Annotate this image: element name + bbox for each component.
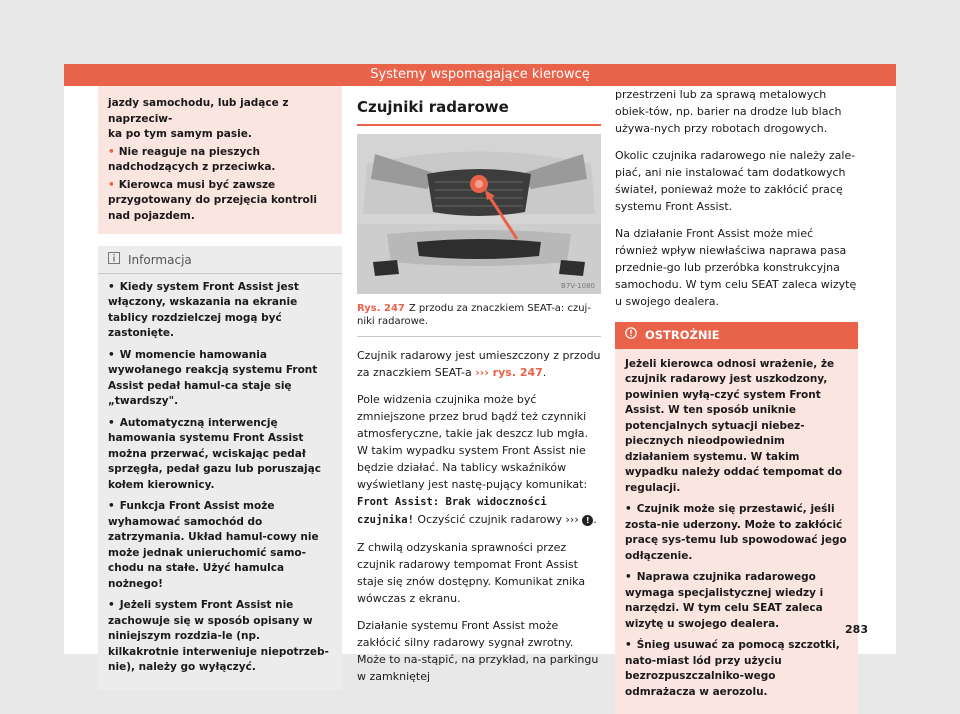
info-box-header	[98, 246, 342, 274]
warning-line: ka po tym samym pasie.	[108, 127, 332, 143]
body-text	[615, 86, 858, 310]
warning-bullet: • Kierowca musi być zawsze przygotowany do przejęcia kontroli nad pojazdem.	[108, 178, 332, 225]
section-title: Czujniki radarowe	[357, 98, 601, 126]
figure-code: B7V-1080	[561, 282, 595, 290]
car-front-figure	[357, 134, 601, 294]
info-item: • W momencie hamowania wywołanego reakcją systemu Front Assist pedał hamul-ca staje się „twardszy".	[108, 348, 332, 410]
column-right	[615, 86, 858, 714]
caution-box	[615, 322, 858, 714]
page-header: Systemy wspomagające kierowcę	[64, 64, 896, 86]
column-middle	[357, 86, 601, 685]
page-number: 283	[845, 623, 868, 636]
paragraph: Działanie systemu Front Assist może zakłócić silny radarowy sygnał zwrotny. Może to na-stąpić, na przykład, na parkingu w zamkniętej	[357, 617, 601, 685]
caution-paragraph: Jeżeli kierowca odnosi wrażenie, że czujnik radarowy jest uszkodzony, powinien wyłą-czyć system Front Assist. W ten sposób uniknie potencjalnych sytuacji niebez-piecznych nieodpowiednim działaniem systemu. W takim wypadku należy oddać tempomat do regulacji.	[625, 357, 848, 497]
info-item: • Automatyczną interwencję hamowania systemu Front Assist można przerwać, wciskając pedał sprzęgła, pedał gazu lub poruszając kołem kierownicy.	[108, 416, 332, 494]
figure-caption	[357, 302, 601, 337]
caution-title: OSTROŻNIE	[645, 328, 720, 344]
warning-icon: !	[582, 515, 593, 526]
warning-line: jazdy samochodu, lub jadące z naprzeciw-	[108, 96, 332, 127]
warning-ref-link[interactable]: ›››	[566, 513, 579, 526]
info-item: • Kiedy system Front Assist jest włączony, wskazania na ekranie tablicy rozdzielczej mogą być zastonięte.	[108, 280, 332, 342]
figure-ref-link[interactable]: ››› rys. 247	[475, 366, 543, 379]
caution-header	[615, 322, 858, 349]
paragraph: Na działanie Front Assist może mieć również wpływ niewłaściwa naprawa pasa przednie-go lub przeróbka konstrukcyjna samochodu. W tym celu SEAT zaleca wizytę u swojego dealera.	[615, 225, 858, 310]
caution-item: • Czujnik może się przestawić, jeśli zosta-nie uderzony. Może to zakłócić pracę sys-temu lub spowodować jego odłączenie.	[625, 502, 848, 564]
caution-icon	[625, 327, 637, 344]
body-text	[357, 347, 601, 685]
info-box	[98, 246, 342, 690]
display-message: Front Assist: Brak widoczności czujnika!	[357, 496, 547, 526]
caution-item: • Naprawa czujnika radarowego wymaga specjalistycznej wiedzy i narzędzi. W tym celu SEAT zaleca wizytę u swojego dealera.	[625, 570, 848, 632]
info-title: Informacja	[128, 253, 192, 269]
caution-item: • Śnieg usuwać za pomocą szczotki, nato-miast lód przy użyciu bezrozpuszczalniko-wego odmrażacza w aerozolu.	[625, 638, 848, 700]
info-icon	[108, 252, 120, 269]
paragraph: Pole widzenia czujnika może być zmniejszone przez brud bądź też czynniki atmosferyczne, takie jak deszcz lub mgła. W takim wypadku system Front Assist nie będzie działać. Na tablicy wskaźników wyświetlany jest nastę-pujący komunikat: Front Assist: Brak widoczności czujnika! Oczyścić czujnik radarowy ››› ! .	[357, 391, 601, 529]
info-item: • Jeżeli system Front Assist nie zachowuje się w sposób opisany w niniejszym rozdzia-le (np. kilkakrotnie interweniuje niepotrzeb-nie), należy go wyłączyć.	[108, 598, 332, 676]
info-item: • Funkcja Front Assist może wyhamować samochód do zatrzymania. Układ hamul-cowy nie może jednak unieruchomić samo-chodu na stałe. Użyć hamulca nożnego!	[108, 499, 332, 592]
manual-page	[64, 64, 896, 654]
warning-bullet: • Nie reaguje na pieszych nadchodzących z przeciwka.	[108, 145, 332, 176]
paragraph: Z chwilą odzyskania sprawności przez czujnik radarowy tempomat Front Assist staje się znów dostępny. Komunikat znika wówczas z ekranu.	[357, 539, 601, 607]
car-front-illustration	[357, 134, 601, 294]
caption-number: Rys. 247	[357, 303, 405, 314]
caption-text: Z przodu za znaczkiem SEAT-a: czuj-niki radarowe.	[357, 303, 591, 327]
paragraph: przestrzeni lub za sprawą metalowych obiek-tów, np. barier na drodze lub blach używa-nych przy robotach drogowych.	[615, 86, 858, 137]
column-left	[98, 86, 342, 690]
paragraph: Czujnik radarowy jest umieszczony z przodu za znaczkiem SEAT-a ››› rys. 247.	[357, 347, 601, 381]
caution-body	[615, 349, 858, 714]
warning-box-continued	[98, 86, 342, 234]
info-box-body	[98, 274, 342, 676]
paragraph: Okolic czujnika radarowego nie należy zale-piać, ani nie instalować tam dodatkowych świateł, ponieważ może to zakłócić pracę systemu Front Assist.	[615, 147, 858, 215]
